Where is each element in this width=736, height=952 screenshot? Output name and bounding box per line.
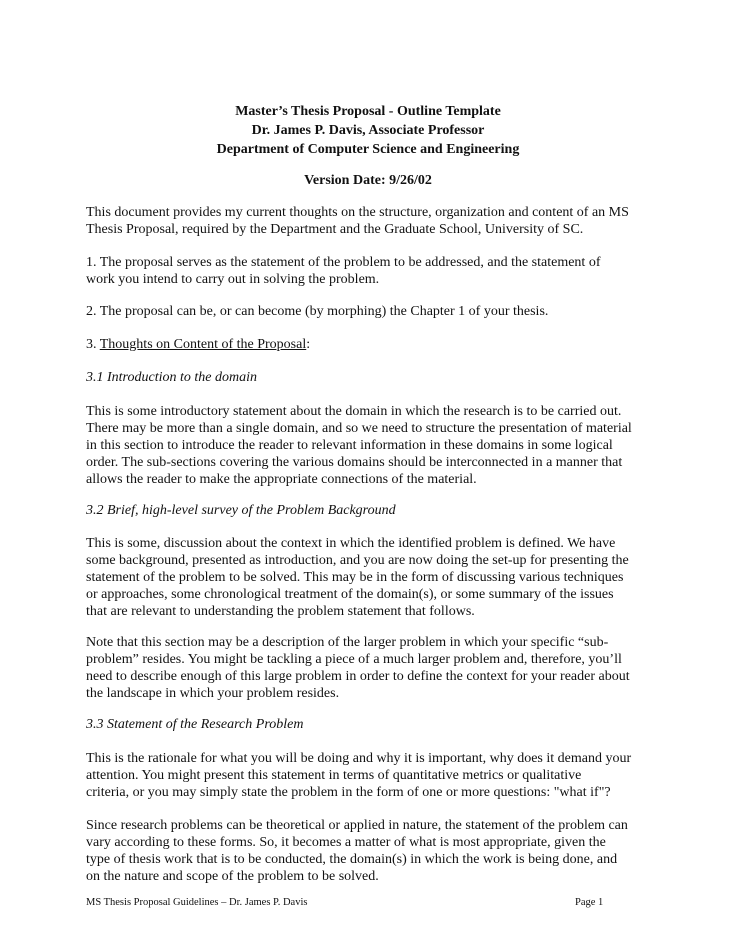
point-3-underlined-title: Thoughts on Content of the Proposal <box>99 337 307 352</box>
author-line: Dr. James P. Davis, Associate Professor <box>251 123 485 138</box>
text-line: 2. The proposal can be, or can become (by morphing) the Chapter 1 of your thesis. <box>86 304 549 319</box>
text-line: some background, presented as introduction, and you are now doing the set-up for presenting the <box>86 553 629 568</box>
text-line: the landscape in which your problem resides. <box>86 686 340 701</box>
document-header <box>0 102 736 159</box>
text-line: Note that this section may be a description of the larger problem in which your specific “sub- <box>86 635 609 650</box>
page-number: Page 1 <box>575 897 604 908</box>
point-2-paragraph <box>86 303 666 320</box>
version-date: Version Date: 9/26/02 <box>304 173 432 188</box>
text-line: in this section to introduce the reader to relevant information in these domains in some logical <box>86 438 613 453</box>
text-line: problem” resides. You might be tackling a piece of a much larger problem and, therefore, you’ll <box>86 652 622 667</box>
text-line: 3.3 Statement of the Research Problem <box>86 717 304 732</box>
text-line: Thesis Proposal, required by the Department and the Graduate School, University of SC. <box>86 222 584 237</box>
intro-paragraph <box>86 204 666 238</box>
department-line: Department of Computer Science and Engineering <box>216 142 520 157</box>
text-line: criteria, or you may simply state the problem in the form of one or more questions: "what if"? <box>86 785 611 800</box>
text-line: statement of the problem to be solved. This may be in the form of discussing various techniques <box>86 570 624 585</box>
text-line: This is some introductory statement about the domain in which the research is to be carried out. <box>86 404 622 419</box>
text-line: order. The sub-sections covering the various domains should be interconnected in a manner that <box>86 455 623 470</box>
section-3-3-paragraph-1 <box>86 750 666 801</box>
section-3-3-heading <box>86 716 666 733</box>
text-line: This is the rationale for what you will be doing and why it is important, why does it demand your <box>86 751 632 766</box>
section-3-1-paragraph <box>86 403 666 488</box>
text-line: allows the reader to make the appropriate connections of the material. <box>86 472 477 487</box>
text-line: 3.1 Introduction to the domain <box>86 370 257 385</box>
section-3-2-heading <box>86 502 666 519</box>
text-line: 1. The proposal serves as the statement of the problem to be addressed, and the statement of <box>86 255 601 270</box>
point-3-prefix: 3. <box>86 337 100 352</box>
section-3-2-paragraph-1 <box>86 535 666 620</box>
text-line: work you intend to carry out in solving the problem. <box>86 272 380 287</box>
text-line: There may be more than a single domain, and so we need to structure the presentation of material <box>86 421 632 436</box>
text-line: vary according to these forms. So, it becomes a matter of what is most appropriate, given the <box>86 835 606 850</box>
text-line: on the nature and scope of the problem to be solved. <box>86 869 379 884</box>
text-line: that are relevant to understanding the problem statement that follows. <box>86 604 475 619</box>
section-3-3-paragraph-2 <box>86 817 666 885</box>
point-3-heading <box>86 336 666 353</box>
text-line: This document provides my current thoughts on the structure, organization and content of an MS <box>86 205 629 220</box>
section-3-2-paragraph-2 <box>86 634 666 702</box>
text-line: attention. You might present this statement in terms of quantitative metrics or qualitative <box>86 768 582 783</box>
text-line: need to describe enough of this large problem in order to define the context for your reader about <box>86 669 630 684</box>
text-line: or approaches, some chronological treatment of the domain(s), or some summary of the issues <box>86 587 614 602</box>
point-3-suffix: : <box>306 337 311 352</box>
document-title: Master’s Thesis Proposal - Outline Template <box>235 104 501 119</box>
text-line <box>86 336 666 353</box>
text-line: 3.2 Brief, high-level survey of the Problem Background <box>86 503 396 518</box>
text-line: This is some, discussion about the context in which the identified problem is defined. We have <box>86 536 616 551</box>
footer-title: MS Thesis Proposal Guidelines – Dr. James P. Davis <box>86 897 308 908</box>
point-1-paragraph <box>86 254 666 288</box>
text-line: type of thesis work that is to be conducted, the domain(s) in which the work is being done, and <box>86 852 618 867</box>
section-3-1-heading <box>86 369 666 386</box>
text-line: Since research problems can be theoretical or applied in nature, the statement of the problem can <box>86 818 628 833</box>
